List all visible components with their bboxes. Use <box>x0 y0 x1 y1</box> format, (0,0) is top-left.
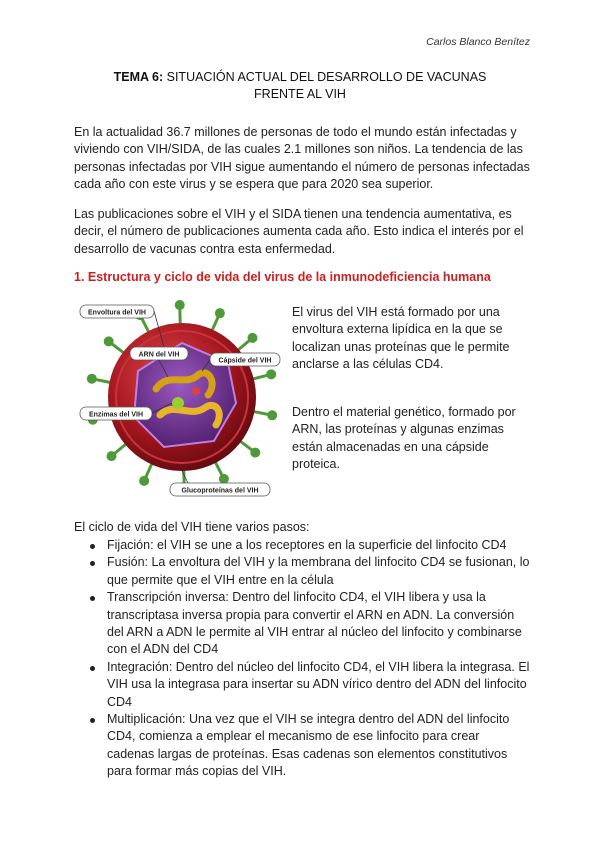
step-text: Fusión: La envoltura del VIH y la membrana del linfocito CD4 se fusionan, lo que permite que el VIH entre en la célula <box>107 555 530 587</box>
glycoprotein-spike-head <box>139 476 149 486</box>
list-item <box>90 659 530 711</box>
step-text: Fijación: el VIH se une a los receptores en la superficie del linfocito CD4 <box>107 538 507 552</box>
bullet-icon <box>90 718 95 723</box>
glycoprotein-spike-head <box>219 474 229 484</box>
glycoprotein-spike-head <box>250 448 260 458</box>
list-item <box>90 589 530 659</box>
svg-text:Cápside del VIH: Cápside del VIH <box>218 357 272 365</box>
envelope-description: El virus del VIH está formado por una envoltura externa lipídica en la que se localizan unas proteínas que le permite anclarse a las células CD4. <box>292 305 510 372</box>
title-prefix: TEMA 6: <box>113 70 164 84</box>
bullet-icon <box>90 596 95 601</box>
hiv-diagram <box>78 291 290 503</box>
step-text: Integración: Dentro del núcleo del linfocito CD4, el VIH libera la integrasa. El VIH usa la integrasa para insertar su ADN vírico dentro del ADN del linfocito CD4 <box>107 659 530 709</box>
glycoprotein-spike-head <box>248 333 258 343</box>
capsid-description: Dentro el material genético, formado por ARN, las proteínas y algunas enzimas están almacenadas en una cápside proteica. <box>292 405 516 472</box>
intro-paragraph: En la actualidad 36.7 millones de personas de todo el mundo están infectadas y viviendo con VIH/SIDA, de las cuales 2.1 millones son niños. La tendencia de las personas infectadas por VIH sigue aumentando el número de personas infectadas cada año con este virus y se espera que para 2020 sea superior. <box>74 125 530 192</box>
section-heading: 1. Estructura y ciclo de vida del virus de la inmunodeficiencia humana <box>74 270 491 284</box>
enzyme-particle <box>172 397 184 409</box>
svg-text:Enzimas del VIH: Enzimas del VIH <box>88 411 144 419</box>
title-line-1: SITUACIÓN ACTUAL DEL DESARROLLO DE VACUNAS <box>166 70 487 84</box>
cycle-intro: El ciclo de vida del VIH tiene varios pasos: <box>74 520 310 534</box>
hiv-structure-figure <box>78 291 290 503</box>
bullet-icon <box>90 561 95 566</box>
list-item <box>90 554 530 589</box>
list-item <box>90 711 530 781</box>
bullet-icon <box>90 666 95 671</box>
enzyme-particle <box>192 387 200 395</box>
step-text: Multiplicación: Una vez que el VIH se integra dentro del ADN del linfocito CD4, comienza a emplear el mecanismo de ese linfocito para crear cadenas largas de proteínas. Esas cadenas son elementos constitutivos para formar más copias del VIH. <box>107 712 510 779</box>
glycoprotein-spike-head <box>215 308 225 318</box>
publications-paragraph: Las publicaciones sobre el VIH y el SIDA tienen una tendencia aumentativa, es decir, el número de publicaciones aumenta cada año. Esto indica el interés por el desarrollo de vacunas contra esta enfermedad. <box>74 207 524 256</box>
title-line-2: FRENTE AL VIH <box>254 87 346 101</box>
bullet-icon <box>90 544 95 549</box>
svg-text:ARN del VIH: ARN del VIH <box>138 351 180 359</box>
svg-text:Glucoproteínas del VIH: Glucoproteínas del VIH <box>181 487 259 495</box>
glycoprotein-spike-head <box>106 451 116 461</box>
glycoprotein-spike-head <box>175 300 185 310</box>
glycoprotein-spike-head <box>267 410 277 420</box>
glycoprotein-spike-head <box>87 374 97 384</box>
life-cycle-steps <box>90 537 530 781</box>
author-name: Carlos Blanco Benítez <box>426 36 530 48</box>
glycoprotein-spike-head <box>104 336 114 346</box>
glycoprotein-spike-head <box>266 369 276 379</box>
list-item <box>90 537 530 554</box>
svg-text:Envoltura del VIH: Envoltura del VIH <box>88 309 146 317</box>
step-text: Transcripción inversa: Dentro del linfocito CD4, el VIH libera y usa la transcriptasa inversa propia para convertir el ARN en ADN. La conversión del ARN a ADN le permite al VIH entrar al núcleo del linfocito y combinarse con el ADN del CD4 <box>107 590 522 657</box>
document-title <box>60 69 540 103</box>
